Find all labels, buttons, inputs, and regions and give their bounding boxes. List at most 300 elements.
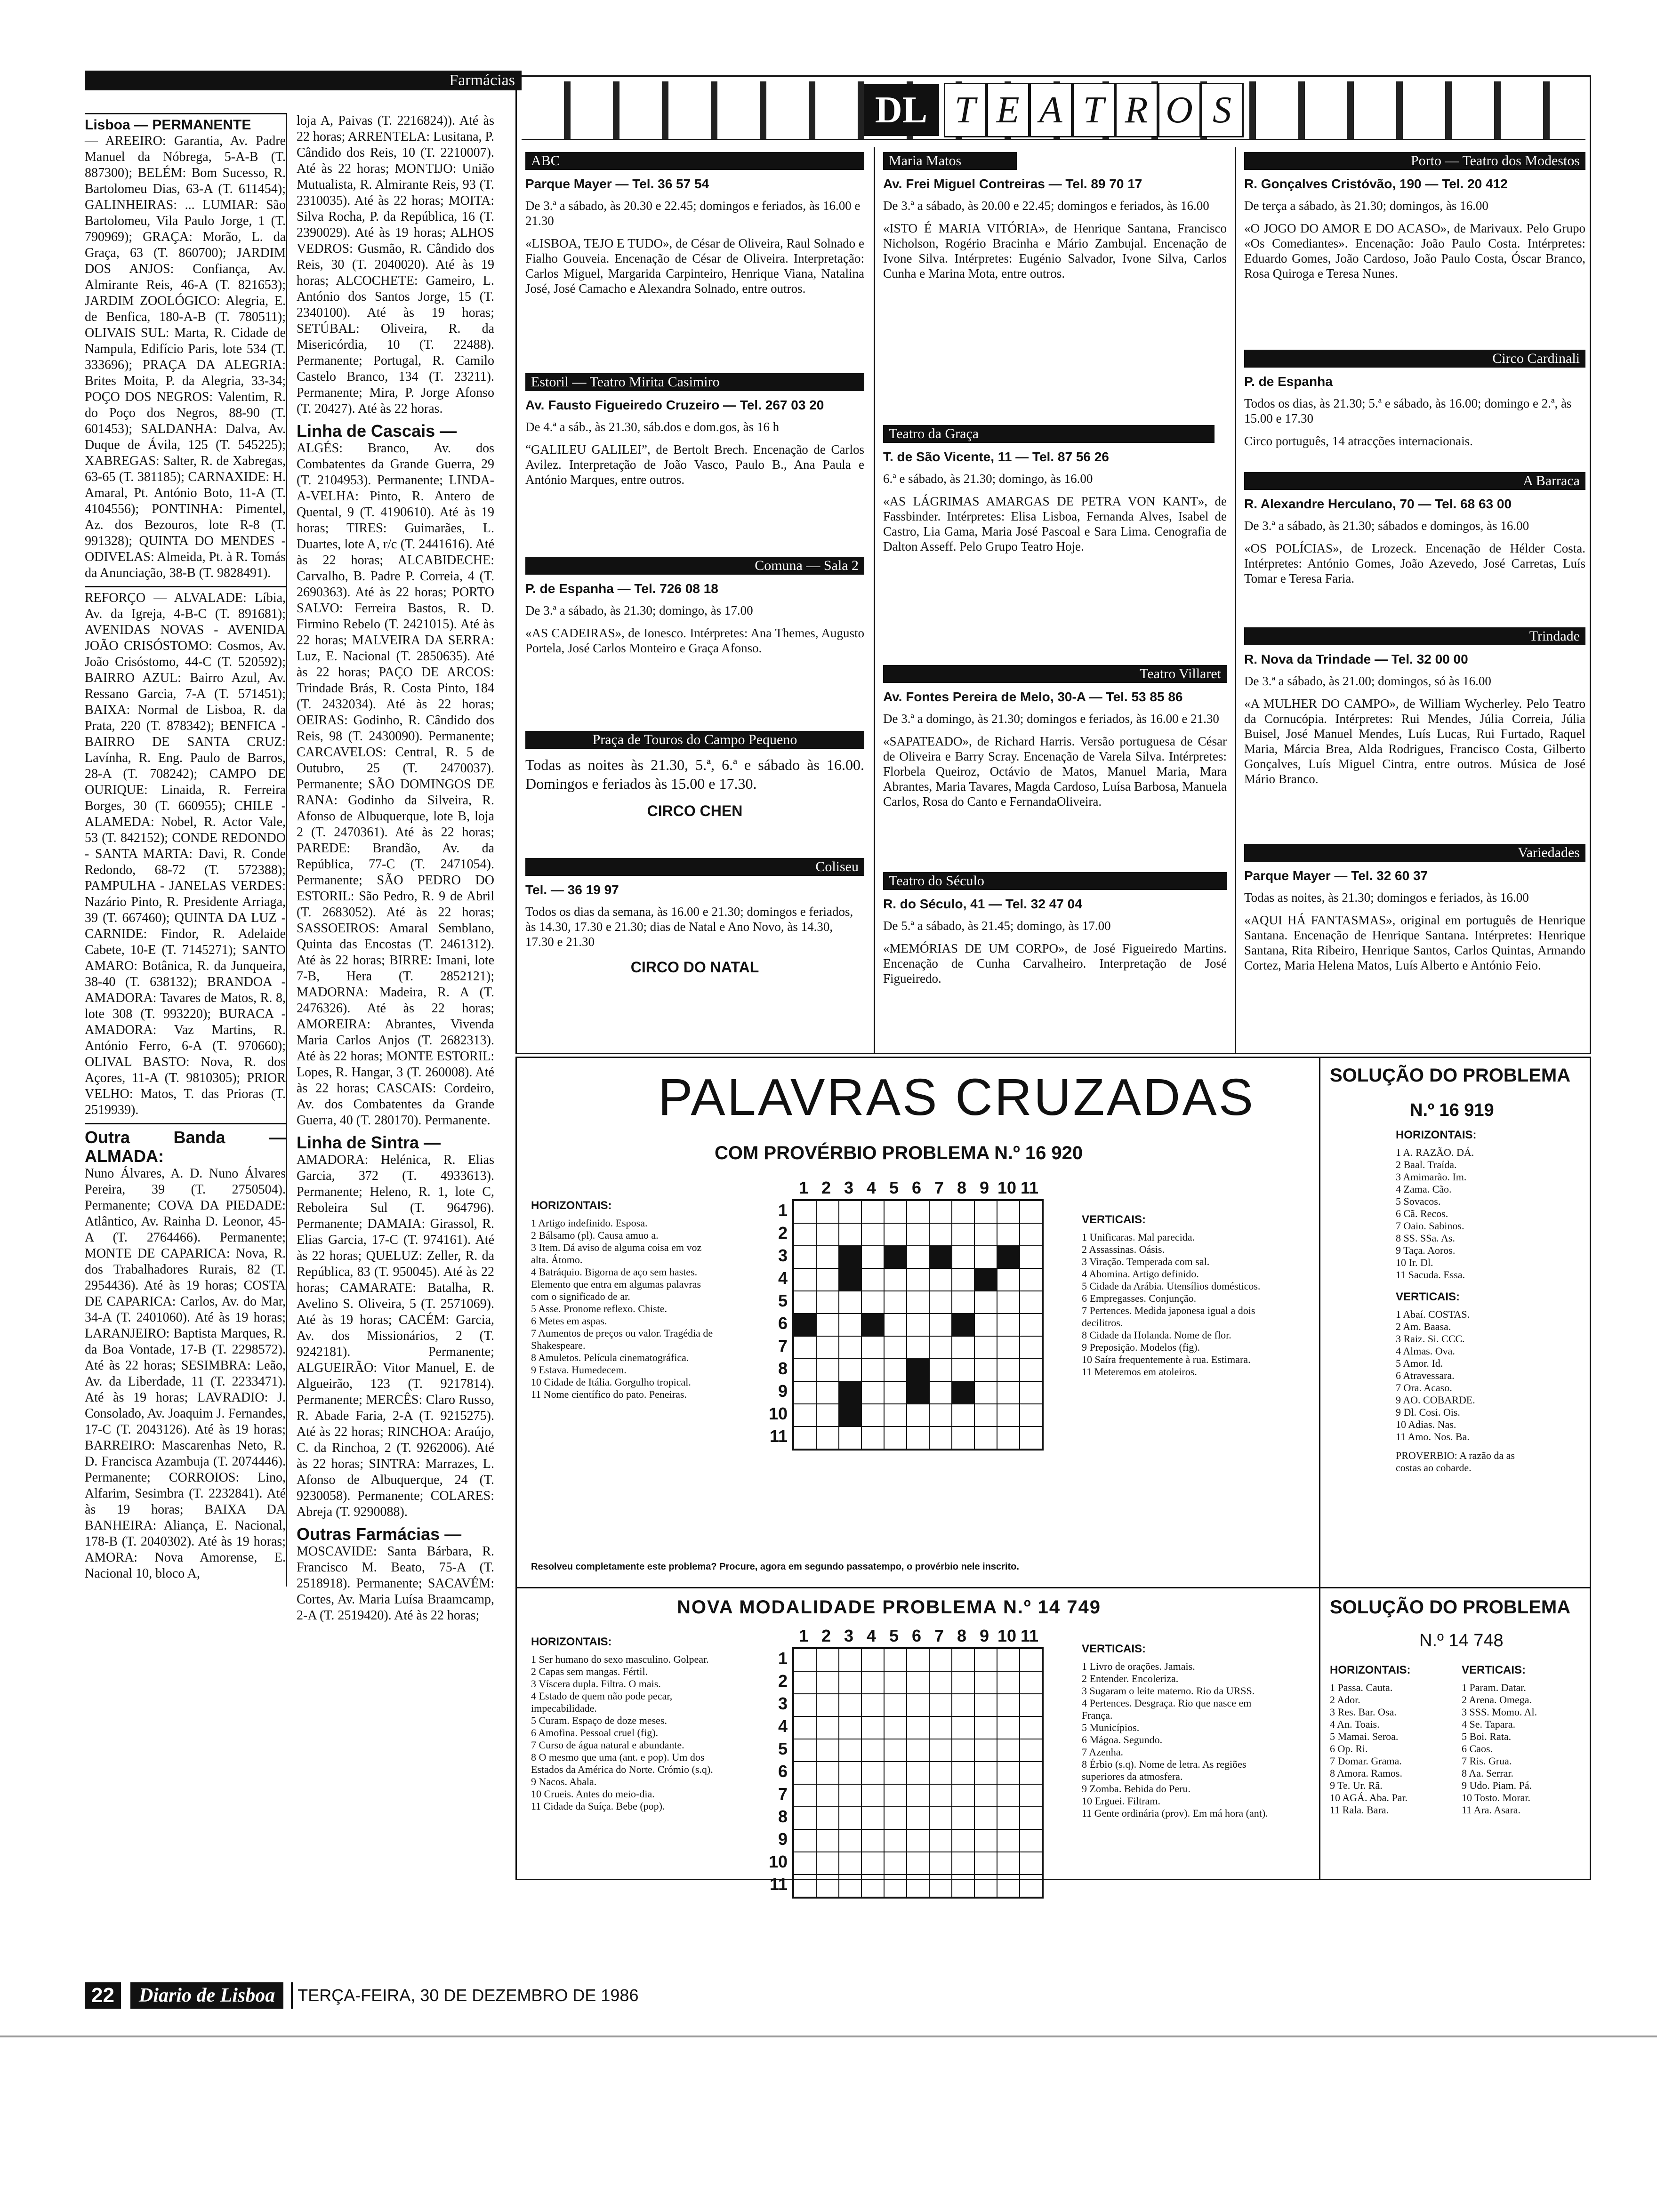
- grid-cell[interactable]: [884, 1716, 907, 1739]
- grid-cell[interactable]: [929, 1336, 952, 1359]
- theatre-name: Praça de Touros do Campo Pequeno: [525, 731, 864, 749]
- grid-cell[interactable]: [839, 1336, 861, 1359]
- grid-cell[interactable]: [839, 1739, 861, 1762]
- grid-cell[interactable]: [839, 1427, 861, 1449]
- theatre-description: «OS POLÍCIAS», de Lrozeck. Encenação de Hélder Costa. Intérpretes: António Gomes, João Azevedo, José Carretas, Luís Tomar e Teresa Faria.: [1244, 541, 1585, 585]
- grid-cell[interactable]: [861, 1268, 884, 1291]
- crossword-2-horizontal-clues: [531, 1635, 724, 1812]
- grid-cell[interactable]: [997, 1829, 1020, 1852]
- clue: 4 Estado de quem não pode pecar, impecabilidade.: [531, 1690, 673, 1714]
- grid-cell[interactable]: [974, 1336, 997, 1359]
- grid-cell[interactable]: [884, 1359, 907, 1381]
- grid-cell[interactable]: [816, 1268, 839, 1291]
- row-number: 1: [778, 1201, 788, 1220]
- grid-cell[interactable]: [974, 1427, 997, 1449]
- grid-cell[interactable]: [1020, 1829, 1042, 1852]
- crossword-2-grid[interactable]: [792, 1647, 1044, 1899]
- grid-cell[interactable]: [997, 1716, 1020, 1739]
- grid-cell[interactable]: [839, 1694, 861, 1716]
- grid-cell[interactable]: [794, 1291, 816, 1314]
- solution-2: [1320, 1588, 1591, 1880]
- grid-cell[interactable]: [884, 1268, 907, 1291]
- grid-cell[interactable]: [929, 1739, 952, 1762]
- grid-cell[interactable]: [929, 1671, 952, 1694]
- grid-cell[interactable]: [1020, 1784, 1042, 1807]
- grid-cell[interactable]: [861, 1694, 884, 1716]
- theatre-name: Maria Matos: [883, 152, 1017, 170]
- solution-line: 5 Boi. Rata.: [1462, 1731, 1512, 1742]
- grid-cell[interactable]: [884, 1404, 907, 1427]
- grid-cell[interactable]: [929, 1268, 952, 1291]
- grid-cell[interactable]: [929, 1716, 952, 1739]
- grid-cell[interactable]: [816, 1291, 839, 1314]
- grid-cell[interactable]: [1020, 1336, 1042, 1359]
- grid-cell[interactable]: [907, 1427, 929, 1449]
- grid-cell[interactable]: [907, 1314, 929, 1336]
- grid-cell[interactable]: [884, 1852, 907, 1875]
- grid-cell[interactable]: [861, 1807, 884, 1829]
- outras-heading: Outras Farmácias —: [297, 1524, 462, 1544]
- theatre-name: Variedades: [1244, 844, 1585, 862]
- solution-line: 1 Passa. Cauta.: [1330, 1682, 1393, 1693]
- grid-cell[interactable]: [907, 1671, 929, 1694]
- grid-cell[interactable]: [997, 1427, 1020, 1449]
- grid-cell[interactable]: [952, 1649, 974, 1671]
- solution-line: 10 Ir. Dl.: [1396, 1257, 1433, 1268]
- solution-line: 5 Sovacos.: [1396, 1195, 1441, 1207]
- grid-black-cell: [839, 1404, 861, 1427]
- grid-cell[interactable]: [884, 1671, 907, 1694]
- grid-cell[interactable]: [1020, 1807, 1042, 1829]
- solution-line: 7 Oaio. Sabinos.: [1396, 1220, 1464, 1232]
- grid-cell[interactable]: [794, 1223, 816, 1246]
- grid-cell[interactable]: [816, 1427, 839, 1449]
- grid-cell[interactable]: [1020, 1694, 1042, 1716]
- grid-cell[interactable]: [907, 1246, 929, 1268]
- grid-cell[interactable]: [884, 1875, 907, 1897]
- theatre-name: Teatro do Século: [883, 872, 1227, 890]
- grid-cell[interactable]: [794, 1201, 816, 1223]
- grid-cell[interactable]: [952, 1671, 974, 1694]
- grid-cell[interactable]: [816, 1829, 839, 1852]
- grid-cell[interactable]: [997, 1807, 1020, 1829]
- grid-cell[interactable]: [1020, 1268, 1042, 1291]
- grid-cell[interactable]: [861, 1291, 884, 1314]
- clue: 4 Abomina. Artigo definido.: [1082, 1268, 1199, 1280]
- clue: 6 Metes em aspas.: [531, 1315, 607, 1327]
- grid-cell[interactable]: [839, 1291, 861, 1314]
- grid-cell[interactable]: [952, 1762, 974, 1784]
- grid-cell[interactable]: [884, 1762, 907, 1784]
- horizontals-title: HORIZONTAIS:: [531, 1635, 612, 1648]
- grid-cell[interactable]: [839, 1762, 861, 1784]
- grid-cell[interactable]: [974, 1404, 997, 1427]
- solution-line: 3 Res. Bar. Osa.: [1330, 1706, 1397, 1718]
- grid-cell[interactable]: [1020, 1716, 1042, 1739]
- theatre-schedule: De 3.ª a sábado, às 20.00 e 22.45; domingos e feriados, às 16.00: [883, 199, 1209, 213]
- grid-cell[interactable]: [861, 1762, 884, 1784]
- grid-cell[interactable]: [997, 1268, 1020, 1291]
- grid-cell[interactable]: [952, 1829, 974, 1852]
- theatre-schedule: De 3.ª a sábado, às 21.00; domingos, só às 16.00: [1244, 674, 1491, 688]
- clue: 1 Unificaras. Mal parecida.: [1082, 1231, 1195, 1243]
- grid-cell[interactable]: [861, 1246, 884, 1268]
- masthead-logo: Diario de Lisboa: [130, 1982, 283, 2009]
- theatre-schedule: Todos os dias da semana, às 16.00 e 21.30; domingos e feriados, às 14.30, 17.30 e 21.30; dias de Natal e Ano Novo, às 14.30, 17.30 e 21.30: [525, 905, 853, 949]
- grid-cell[interactable]: [884, 1336, 907, 1359]
- banner-letter: R: [1115, 83, 1158, 137]
- grid-cell[interactable]: [929, 1784, 952, 1807]
- grid-cell[interactable]: [952, 1807, 974, 1829]
- grid-cell[interactable]: [974, 1762, 997, 1784]
- grid-cell[interactable]: [816, 1404, 839, 1427]
- grid-cell[interactable]: [952, 1291, 974, 1314]
- grid-cell[interactable]: [907, 1716, 929, 1739]
- grid-cell[interactable]: [816, 1649, 839, 1671]
- grid-cell[interactable]: [794, 1649, 816, 1671]
- grid-cell[interactable]: [794, 1716, 816, 1739]
- grid-cell[interactable]: [816, 1314, 839, 1336]
- grid-cell[interactable]: [974, 1716, 997, 1739]
- theatre-schedule: De 5.ª a sábado, às 21.45; domingo, às 17.00: [883, 919, 1111, 933]
- grid-cell[interactable]: [907, 1649, 929, 1671]
- grid-cell[interactable]: [974, 1807, 997, 1829]
- grid-2-column-numbers: [792, 1626, 1041, 1646]
- grid-cell[interactable]: [1020, 1739, 1042, 1762]
- grid-cell[interactable]: [1020, 1246, 1042, 1268]
- grid-cell[interactable]: [929, 1649, 952, 1671]
- grid-cell[interactable]: [907, 1694, 929, 1716]
- grid-cell[interactable]: [952, 1359, 974, 1381]
- grid-cell[interactable]: [816, 1784, 839, 1807]
- grid-cell[interactable]: [839, 1223, 861, 1246]
- grid-cell[interactable]: [816, 1246, 839, 1268]
- clue: 1 Livro de orações. Jamais.: [1082, 1660, 1195, 1672]
- grid-cell[interactable]: [997, 1336, 1020, 1359]
- grid-cell[interactable]: [861, 1336, 884, 1359]
- solution-line: 7 Domar. Grama.: [1330, 1755, 1402, 1767]
- grid-cell[interactable]: [974, 1671, 997, 1694]
- grid-cell[interactable]: [974, 1223, 997, 1246]
- grid-cell[interactable]: [997, 1291, 1020, 1314]
- grid-black-cell: [839, 1268, 861, 1291]
- grid-cell[interactable]: [839, 1716, 861, 1739]
- grid-cell[interactable]: [929, 1875, 952, 1897]
- pharmacies-col-2: [297, 113, 498, 1628]
- grid-cell[interactable]: [929, 1291, 952, 1314]
- grid-cell[interactable]: [974, 1314, 997, 1336]
- grid-cell[interactable]: [816, 1201, 839, 1223]
- outras-list: MOSCAVIDE: Santa Bárbara, R. Francisco M. Beato, 75-A (T. 2518918). Permanente; SACAVÉM: Cortes, Av. Maria Luísa Braamcamp, 2-A (T. 2519420). Até às 22 horas;: [297, 1544, 498, 1623]
- theatre-schedule: De 3.ª a sábado, às 21.30; sábados e domingos, às 16.00: [1244, 519, 1529, 533]
- grid-cell[interactable]: [839, 1201, 861, 1223]
- grid-cell[interactable]: [997, 1762, 1020, 1784]
- grid-cell[interactable]: [839, 1649, 861, 1671]
- grid-cell[interactable]: [884, 1807, 907, 1829]
- theatre-cardinali: [1244, 350, 1585, 449]
- grid-cell[interactable]: [884, 1829, 907, 1852]
- grid-cell[interactable]: [794, 1694, 816, 1716]
- grid-cell[interactable]: [794, 1739, 816, 1762]
- grid-cell[interactable]: [929, 1852, 952, 1875]
- grid-cell[interactable]: [861, 1404, 884, 1427]
- grid-cell[interactable]: [861, 1671, 884, 1694]
- grid-cell[interactable]: [997, 1404, 1020, 1427]
- theatre-name: Estoril — Teatro Mirita Casimiro: [525, 373, 864, 391]
- col-divider: [1235, 147, 1236, 1053]
- grid-cell[interactable]: [1020, 1404, 1042, 1427]
- grid-cell[interactable]: [861, 1739, 884, 1762]
- grid-cell[interactable]: [997, 1649, 1020, 1671]
- grid-cell[interactable]: [929, 1404, 952, 1427]
- grid-cell[interactable]: [794, 1807, 816, 1829]
- clue: 2 Assassinas. Oásis.: [1082, 1243, 1165, 1255]
- grid-cell[interactable]: [1020, 1201, 1042, 1223]
- grid-cell[interactable]: [861, 1201, 884, 1223]
- banner-letter: A: [1030, 83, 1072, 137]
- row-number: 6: [778, 1314, 788, 1333]
- grid-cell[interactable]: [929, 1359, 952, 1381]
- grid-cell[interactable]: [907, 1201, 929, 1223]
- grid-cell[interactable]: [907, 1336, 929, 1359]
- grid-cell[interactable]: [997, 1381, 1020, 1404]
- row-number: 9: [778, 1829, 788, 1849]
- grid-cell[interactable]: [861, 1716, 884, 1739]
- grid-cell[interactable]: [794, 1829, 816, 1852]
- grid-cell[interactable]: [929, 1762, 952, 1784]
- grid-cell[interactable]: [952, 1246, 974, 1268]
- theatres-section: [515, 75, 1591, 1054]
- grid-cell[interactable]: [997, 1223, 1020, 1246]
- grid-cell[interactable]: [907, 1404, 929, 1427]
- grid-cell[interactable]: [952, 1852, 974, 1875]
- banner-letter: T: [1072, 83, 1115, 137]
- grid-cell[interactable]: [839, 1784, 861, 1807]
- column-number: 3: [844, 1178, 854, 1197]
- grid-cell[interactable]: [884, 1784, 907, 1807]
- grid-cell[interactable]: [997, 1314, 1020, 1336]
- grid-cell[interactable]: [816, 1223, 839, 1246]
- grid-cell[interactable]: [884, 1381, 907, 1404]
- grid-cell[interactable]: [974, 1649, 997, 1671]
- grid-cell[interactable]: [997, 1875, 1020, 1897]
- grid-cell[interactable]: [1020, 1381, 1042, 1404]
- grid-cell[interactable]: [997, 1694, 1020, 1716]
- grid-cell[interactable]: [929, 1201, 952, 1223]
- theatre-address: Av. Fausto Figueiredo Cruzeiro — Tel. 267 03 20: [525, 398, 824, 412]
- grid-cell[interactable]: [974, 1694, 997, 1716]
- grid-cell[interactable]: [974, 1359, 997, 1381]
- grid-cell[interactable]: [794, 1784, 816, 1807]
- grid-cell[interactable]: [929, 1381, 952, 1404]
- clue: 9 Nacos. Abala.: [531, 1776, 597, 1787]
- grid-cell[interactable]: [907, 1762, 929, 1784]
- grid-cell[interactable]: [974, 1291, 997, 1314]
- grid-cell[interactable]: [952, 1336, 974, 1359]
- grid-cell[interactable]: [929, 1427, 952, 1449]
- grid-cell[interactable]: [907, 1268, 929, 1291]
- grid-cell[interactable]: [839, 1875, 861, 1897]
- grid-cell[interactable]: [907, 1739, 929, 1762]
- grid-cell[interactable]: [1020, 1671, 1042, 1694]
- grid-cell[interactable]: [929, 1314, 952, 1336]
- row-number: 11: [769, 1875, 788, 1894]
- grid-cell[interactable]: [907, 1291, 929, 1314]
- grid-cell[interactable]: [839, 1852, 861, 1875]
- grid-cell[interactable]: [861, 1649, 884, 1671]
- grid-cell[interactable]: [929, 1223, 952, 1246]
- row-number: 9: [778, 1381, 788, 1401]
- sintra-list: AMADORA: Helénica, R. Elias Garcia, 372 (T. 4933613). Permanente; Heleno, R. 1, lote C, Reboleira Sul (T. 964796). Permanente; DAMAIA: Girassol, R. Elias Garcia, 17-C (T. 974161). Até às 22 horas; QUELUZ: Zeller, R. da República, 83 (T. 950045). Até às 22 horas; CAMARATE: Batalha, R. Avelino S. Oliveira, 5 (T. 2571069). Até às 19 horas; CACÉM: Garcia, Av. dos Missionários, 2 (T. 9242181). Permanente; ALGUEIRÃO: Vitor Manuel, E. de Algueirão, 123 (T. 9217814). Permanente; MERCÊS: Claro Russo, R. Abade Faria, 2-A (T. 9215275). Até às 22 horas; RINCHOA: Araújo, C. da Rinchoa, 2 (T. 9262006). Até às 22 horas; SINTRA: Marrazes, L. Afonso de Albuquerque, 24 (T. 9230058). Permanente; COLARES: Abreja (T. 9290088).: [297, 1153, 498, 1519]
- grid-cell[interactable]: [997, 1671, 1020, 1694]
- theatre-name: Comuna — Sala 2: [525, 557, 864, 575]
- grid-cell[interactable]: [907, 1875, 929, 1897]
- grid-cell[interactable]: [929, 1694, 952, 1716]
- solution-line: 2 Am. Baasa.: [1396, 1321, 1451, 1332]
- solution-line: 5 Mamai. Seroa.: [1330, 1731, 1399, 1742]
- grid-cell[interactable]: [816, 1671, 839, 1694]
- grid-cell[interactable]: [794, 1404, 816, 1427]
- theatre-name: Trindade: [1244, 627, 1585, 645]
- theatre-schedule: De 4.ª a sáb., às 21.30, sáb.dos e dom.gos, às 16 h: [525, 420, 780, 434]
- grid-cell[interactable]: [794, 1427, 816, 1449]
- grid-cell[interactable]: [839, 1807, 861, 1829]
- grid-cell[interactable]: [952, 1739, 974, 1762]
- grid-cell[interactable]: [997, 1359, 1020, 1381]
- grid-cell[interactable]: [839, 1829, 861, 1852]
- grid-cell[interactable]: [884, 1223, 907, 1246]
- solution-line: 11 Ara. Asara.: [1462, 1804, 1521, 1816]
- grid-cell[interactable]: [929, 1829, 952, 1852]
- theatre-name: Teatro da Graça: [883, 425, 1215, 443]
- grid-cell[interactable]: [839, 1314, 861, 1336]
- grid-cell[interactable]: [974, 1246, 997, 1268]
- grid-cell[interactable]: [816, 1381, 839, 1404]
- grid-cell[interactable]: [794, 1762, 816, 1784]
- theatre-campo-pequeno: [525, 731, 864, 820]
- grid-cell[interactable]: [839, 1671, 861, 1694]
- clue: 7 Pertences. Medida japonesa igual a dois decilitros.: [1082, 1305, 1255, 1329]
- grid-cell[interactable]: [907, 1807, 929, 1829]
- column-number: 8: [957, 1178, 967, 1197]
- grid-cell[interactable]: [907, 1784, 929, 1807]
- grid-cell[interactable]: [861, 1829, 884, 1852]
- grid-cell[interactable]: [861, 1875, 884, 1897]
- grid-cell[interactable]: [1020, 1762, 1042, 1784]
- grid-cell[interactable]: [974, 1381, 997, 1404]
- grid-cell[interactable]: [952, 1268, 974, 1291]
- grid-cell[interactable]: [1020, 1291, 1042, 1314]
- grid-cell[interactable]: [952, 1784, 974, 1807]
- grid-cell[interactable]: [1020, 1314, 1042, 1336]
- grid-cell[interactable]: [794, 1875, 816, 1897]
- row-number: 5: [778, 1739, 788, 1758]
- grid-cell[interactable]: [884, 1694, 907, 1716]
- grid-cell[interactable]: [907, 1223, 929, 1246]
- grid-cell[interactable]: [816, 1807, 839, 1829]
- grid-cell[interactable]: [907, 1829, 929, 1852]
- grid-cell[interactable]: [816, 1359, 839, 1381]
- grid-cell[interactable]: [816, 1852, 839, 1875]
- grid-cell[interactable]: [1020, 1649, 1042, 1671]
- column-number: 6: [911, 1626, 922, 1645]
- grid-cell[interactable]: [1020, 1427, 1042, 1449]
- grid-cell[interactable]: [816, 1875, 839, 1897]
- grid-cell[interactable]: [861, 1784, 884, 1807]
- grid-cell[interactable]: [952, 1404, 974, 1427]
- row-number: 2: [778, 1671, 788, 1691]
- grid-cell[interactable]: [884, 1314, 907, 1336]
- column-number: 11: [1020, 1178, 1039, 1197]
- grid-cell[interactable]: [794, 1671, 816, 1694]
- solution-line: 10 Tosto. Morar.: [1462, 1792, 1530, 1803]
- theatre-barraca: [1244, 472, 1585, 586]
- grid-cell[interactable]: [952, 1694, 974, 1716]
- grid-cell[interactable]: [952, 1716, 974, 1739]
- grid-cell[interactable]: [794, 1246, 816, 1268]
- grid-cell[interactable]: [884, 1201, 907, 1223]
- grid-cell[interactable]: [907, 1852, 929, 1875]
- grid-cell[interactable]: [884, 1427, 907, 1449]
- row-number: 3: [778, 1246, 788, 1265]
- grid-cell[interactable]: [1020, 1223, 1042, 1246]
- grid-cell[interactable]: [997, 1201, 1020, 1223]
- grid-cell[interactable]: [861, 1381, 884, 1404]
- grid-cell[interactable]: [861, 1427, 884, 1449]
- grid-cell[interactable]: [839, 1359, 861, 1381]
- grid-cell[interactable]: [816, 1336, 839, 1359]
- clue: 10 Cidade de Itália. Gorgulho tropical.: [531, 1376, 691, 1388]
- solution-2-verticals: [1462, 1664, 1586, 1816]
- grid-cell[interactable]: [997, 1852, 1020, 1875]
- grid-cell[interactable]: [974, 1201, 997, 1223]
- grid-cell[interactable]: [952, 1223, 974, 1246]
- crossword-1-grid[interactable]: [792, 1199, 1044, 1451]
- grid-cell[interactable]: [884, 1649, 907, 1671]
- pharmacies-col-1: [85, 113, 290, 1587]
- grid-cell[interactable]: [952, 1427, 974, 1449]
- grid-cell[interactable]: [952, 1875, 974, 1897]
- grid-cell[interactable]: [794, 1359, 816, 1381]
- grid-cell[interactable]: [974, 1852, 997, 1875]
- grid-cell[interactable]: [884, 1739, 907, 1762]
- grid-cell[interactable]: [884, 1291, 907, 1314]
- grid-cell[interactable]: [997, 1784, 1020, 1807]
- grid-cell[interactable]: [816, 1739, 839, 1762]
- grid-cell[interactable]: [1020, 1875, 1042, 1897]
- grid-cell[interactable]: [794, 1852, 816, 1875]
- grid-cell[interactable]: [997, 1739, 1020, 1762]
- grid-cell[interactable]: [974, 1829, 997, 1852]
- grid-cell[interactable]: [974, 1784, 997, 1807]
- grid-cell[interactable]: [816, 1716, 839, 1739]
- grid-cell[interactable]: [816, 1694, 839, 1716]
- grid-cell[interactable]: [1020, 1359, 1042, 1381]
- grid-cell[interactable]: [816, 1762, 839, 1784]
- grid-cell[interactable]: [952, 1201, 974, 1223]
- grid-cell[interactable]: [974, 1875, 997, 1897]
- grid-cell[interactable]: [794, 1336, 816, 1359]
- grid-cell[interactable]: [974, 1739, 997, 1762]
- grid-cell[interactable]: [861, 1359, 884, 1381]
- grid-cell[interactable]: [861, 1852, 884, 1875]
- grid-cell[interactable]: [794, 1381, 816, 1404]
- grid-cell[interactable]: [794, 1268, 816, 1291]
- grid-cell[interactable]: [861, 1223, 884, 1246]
- grid-cell[interactable]: [1020, 1852, 1042, 1875]
- clue: 5 Municípios.: [1082, 1722, 1140, 1733]
- grid-cell[interactable]: [929, 1807, 952, 1829]
